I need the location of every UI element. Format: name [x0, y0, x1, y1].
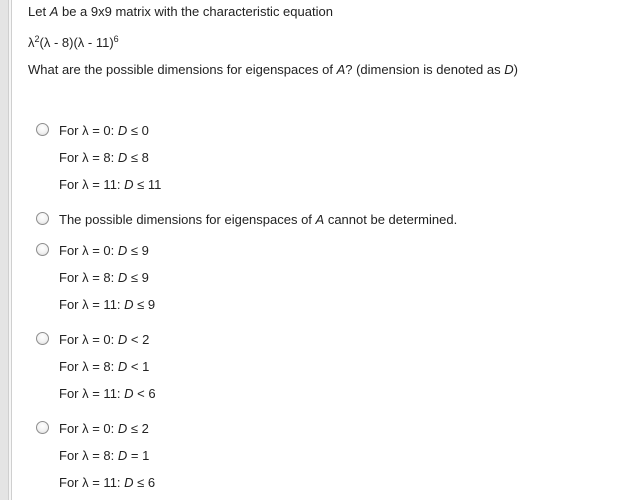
option-line-lead: For λ = 8: [59, 150, 118, 165]
equation-exponent-2: 6 [113, 34, 119, 44]
prompt-middle: ? (dimension is denoted as [345, 62, 505, 77]
option-line-var: D [117, 448, 128, 463]
option-line-rel: < 6 [133, 386, 156, 401]
option-line-var: D [117, 243, 128, 258]
option-line-var: D [117, 332, 128, 347]
option-line-lead: For λ = 0: [59, 243, 118, 258]
option-line-var: D [124, 475, 134, 490]
question-intro-suffix: be a 9x9 matrix with the characteristic equation [58, 4, 333, 19]
option-line-lead: For λ = 0: [59, 123, 118, 138]
option-line-lead: For λ = 0: [59, 332, 118, 347]
option-line-lead: For λ = 8: [59, 448, 118, 463]
question-intro [28, 4, 333, 20]
page-left-border-inner [8, 0, 12, 500]
prompt-var: A [336, 62, 346, 77]
option-line-var: D [124, 177, 134, 192]
question-intro-prefix: Let [28, 4, 50, 19]
option-3-line-2 [59, 270, 149, 286]
option-line-lead: For λ = 8: [59, 270, 118, 285]
option-1-line-2 [59, 150, 149, 166]
prompt-suffix: ) [513, 62, 518, 77]
option-line-lead: For λ = 11: [59, 475, 125, 490]
option-3-line-3 [59, 297, 155, 313]
option-line-rel: ≤ 9 [133, 297, 156, 312]
page-left-border [0, 0, 8, 500]
option-4-radio[interactable] [36, 332, 49, 345]
option-line-lead: For λ = 11: [59, 386, 125, 401]
option-5-radio[interactable] [36, 421, 49, 434]
option-line-var: D [117, 150, 128, 165]
option-4-line-3 [59, 386, 156, 402]
option-line-lead: For λ = 11: [59, 297, 125, 312]
option-line-rel: ≤ 8 [127, 150, 149, 165]
option-3-line-1 [59, 243, 149, 259]
option-5-line-3 [59, 475, 155, 491]
option-4-line-2 [59, 359, 149, 375]
option-5-line-1 [59, 421, 149, 437]
option-line-var: D [117, 123, 128, 138]
option-line-rel: ≤ 9 [127, 243, 149, 258]
question-intro-var: A [49, 4, 59, 19]
option-line-var: D [124, 297, 134, 312]
option-5-line-2 [59, 448, 149, 464]
characteristic-equation [28, 35, 119, 51]
option-line-rel: < 2 [127, 332, 150, 347]
option-line-rel: = 1 [127, 448, 150, 463]
equation-lambda: λ [28, 35, 35, 50]
option-1-radio[interactable] [36, 123, 49, 136]
option-2-text [59, 212, 457, 228]
option-1-line-1 [59, 123, 149, 139]
option-line-rel: < 1 [127, 359, 150, 374]
option-line-var: D [117, 270, 128, 285]
option-3-radio[interactable] [36, 243, 49, 256]
prompt-dvar: D [504, 62, 514, 77]
option-line-rel: ≤ 0 [127, 123, 149, 138]
option-line-rel: ≤ 2 [127, 421, 149, 436]
option-2-radio[interactable] [36, 212, 49, 225]
option-line-var: D [117, 421, 128, 436]
option-line-rel: ≤ 11 [133, 177, 162, 192]
prompt-prefix: What are the possible dimensions for eigenspaces of [28, 62, 337, 77]
option-line-lead: For λ = 11: [59, 177, 125, 192]
option-text-suffix: cannot be determined. [324, 212, 458, 227]
option-line-lead: For λ = 0: [59, 421, 118, 436]
option-line-var: D [124, 386, 134, 401]
option-line-lead: For λ = 8: [59, 359, 118, 374]
option-line-var: D [117, 359, 128, 374]
question-prompt [28, 62, 518, 78]
equation-middle: (λ - 8)(λ - 11) [39, 35, 114, 50]
option-text-var: A [315, 212, 325, 227]
option-line-rel: ≤ 9 [127, 270, 149, 285]
option-4-line-1 [59, 332, 149, 348]
option-text-prefix: The possible dimensions for eigenspaces of [59, 212, 316, 227]
option-line-rel: ≤ 6 [133, 475, 156, 490]
option-1-line-3 [59, 177, 161, 193]
equation-exponent-1: 2 [34, 34, 40, 44]
